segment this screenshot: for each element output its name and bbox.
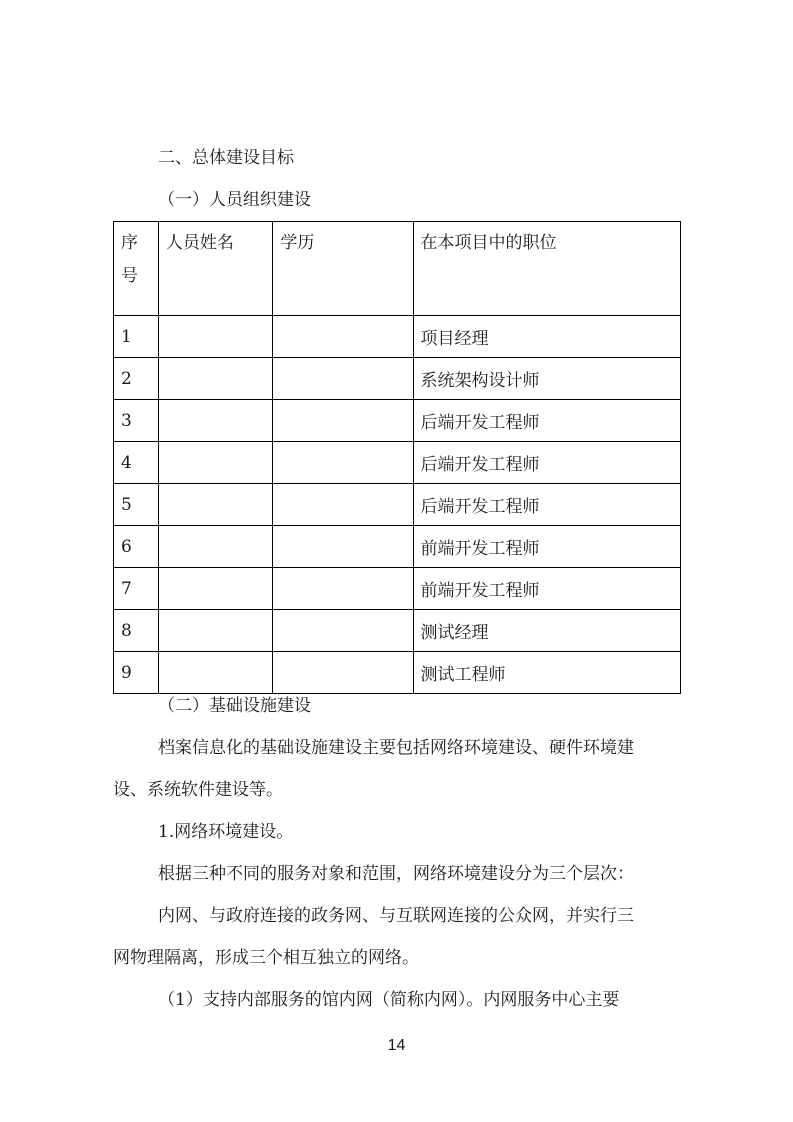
cell-name (158, 652, 272, 694)
section-title: 二、总体建设目标 (158, 148, 294, 168)
table-row (114, 400, 681, 442)
header-education: 学历 (273, 222, 413, 316)
cell-seq: 9 (114, 652, 159, 694)
cell-education (273, 400, 413, 442)
cell-education (273, 610, 413, 652)
table-row (114, 652, 681, 694)
cell-role: 测试工程师 (413, 652, 680, 694)
cell-seq: 7 (114, 568, 159, 610)
cell-seq: 2 (114, 358, 159, 400)
cell-role: 后端开发工程师 (413, 484, 680, 526)
cell-seq: 1 (114, 316, 159, 358)
cell-seq: 4 (114, 442, 159, 484)
cell-seq: 5 (114, 484, 159, 526)
page-number: 14 (387, 1037, 406, 1054)
cell-education (273, 484, 413, 526)
cell-name (158, 400, 272, 442)
table-row (114, 316, 681, 358)
table-row (114, 526, 681, 568)
cell-seq: 6 (114, 526, 159, 568)
table-row (114, 358, 681, 400)
cell-role: 后端开发工程师 (413, 400, 680, 442)
cell-education (273, 316, 413, 358)
paragraph-line: 设、系统软件建设等。 (113, 780, 283, 800)
cell-education (273, 442, 413, 484)
cell-seq: 3 (114, 400, 159, 442)
subsection-title-infrastructure: （二）基础设施建设 (158, 696, 311, 716)
paragraph-line: 档案信息化的基础设施建设主要包括网络环境建设、硬件环境建 (158, 738, 634, 758)
cell-name (158, 316, 272, 358)
cell-role: 测试经理 (413, 610, 680, 652)
paragraph-line: 网物理隔离，形成三个相互独立的网络。 (113, 948, 419, 968)
table-header-row (114, 222, 681, 316)
paragraph-line: （1）支持内部服务的馆内网（简称内网）。内网服务中心主要 (158, 990, 620, 1010)
cell-education (273, 358, 413, 400)
cell-role: 前端开发工程师 (413, 568, 680, 610)
table-row (114, 568, 681, 610)
cell-name (158, 484, 272, 526)
cell-role: 前端开发工程师 (413, 526, 680, 568)
cell-seq: 8 (114, 610, 159, 652)
cell-name (158, 610, 272, 652)
cell-education (273, 568, 413, 610)
cell-education (273, 652, 413, 694)
header-role: 在本项目中的职位 (413, 222, 680, 316)
cell-education (273, 526, 413, 568)
paragraph-line: 根据三种不同的服务对象和范围，网络环境建设分为三个层次： (158, 864, 634, 884)
table-row (114, 484, 681, 526)
subsection-title-staff: （一）人员组织建设 (158, 190, 311, 210)
cell-name (158, 568, 272, 610)
cell-role: 项目经理 (413, 316, 680, 358)
header-name: 人员姓名 (158, 222, 272, 316)
header-seq: 序 号 (114, 222, 159, 316)
paragraph-line: 内网、与政府连接的政务网、与互联网连接的公众网，并实行三 (158, 906, 634, 926)
table-row (114, 610, 681, 652)
cell-name (158, 358, 272, 400)
table-row (114, 442, 681, 484)
cell-name (158, 526, 272, 568)
item-heading-network: 1.网络环境建设。 (158, 822, 294, 842)
cell-role: 系统架构设计师 (413, 358, 680, 400)
cell-role: 后端开发工程师 (413, 442, 680, 484)
staff-table (113, 221, 681, 694)
cell-name (158, 442, 272, 484)
